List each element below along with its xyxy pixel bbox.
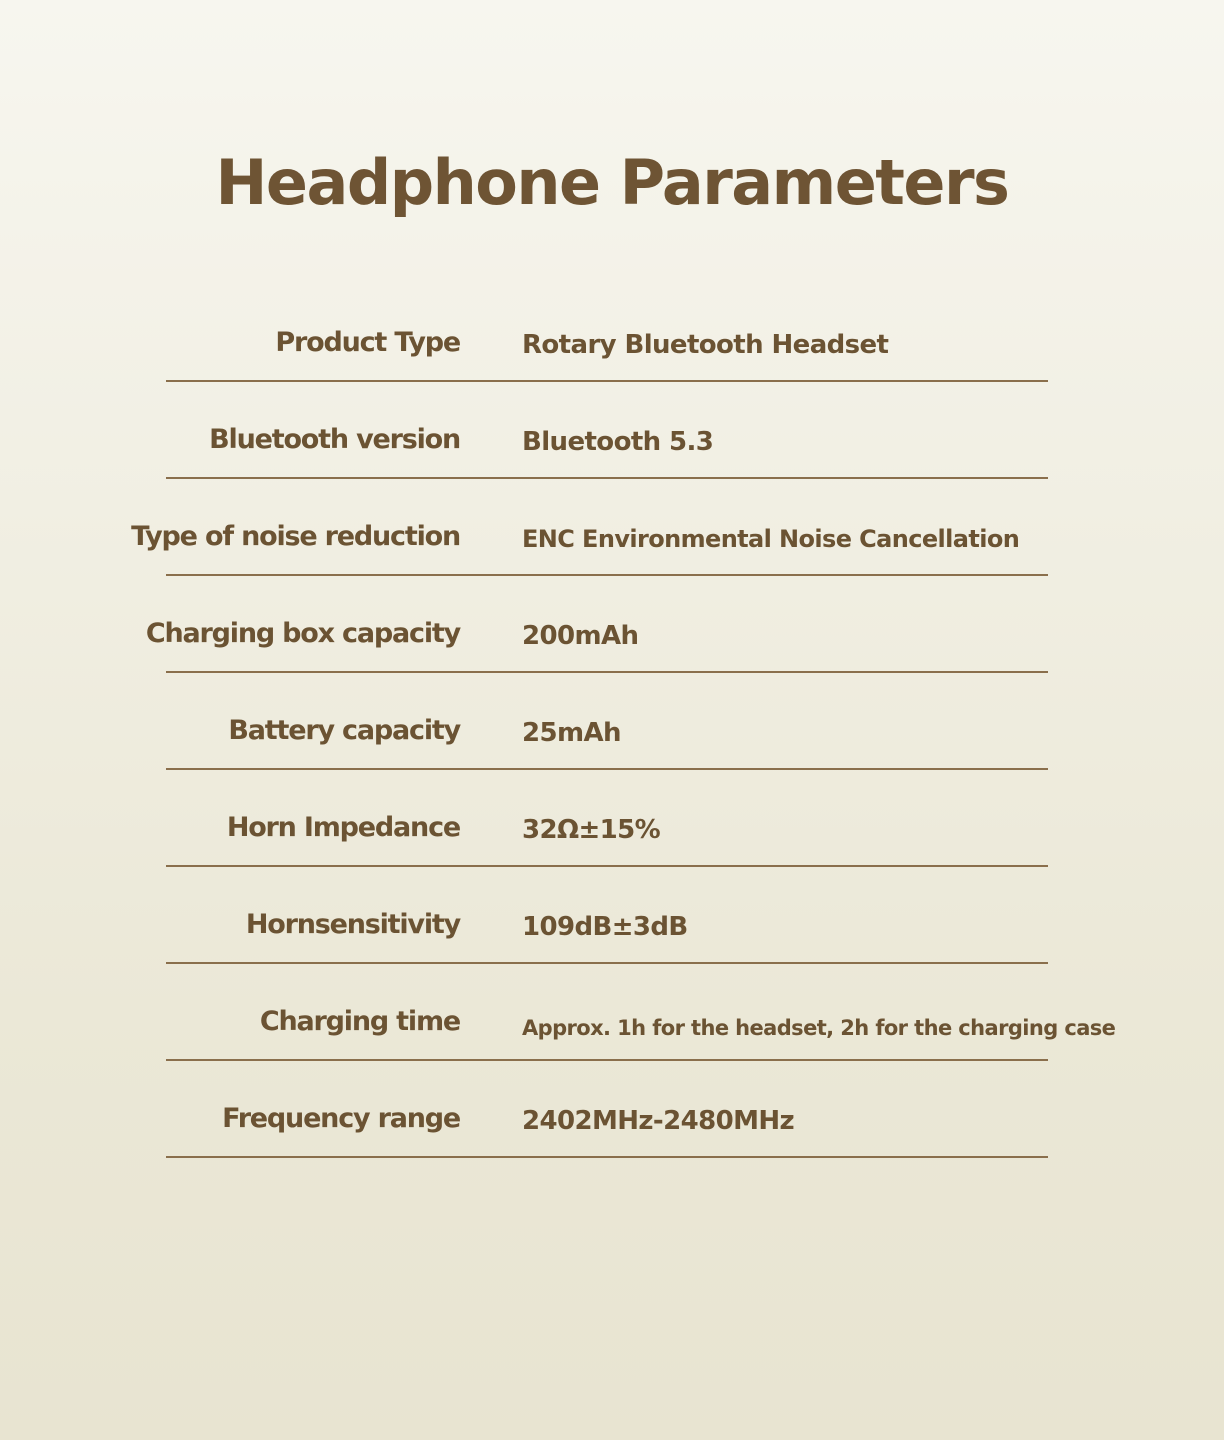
spec-row-frequency-range (0, 1081, 1224, 1178)
spec-value: 2402MHz-2480MHz (522, 1106, 795, 1136)
spec-value: Approx. 1h for the headset, 2h for the charging case (522, 1016, 1116, 1040)
row-divider (166, 1059, 1048, 1061)
spec-row-product-type (0, 305, 1224, 402)
row-divider (166, 865, 1048, 867)
spec-row-horn-impedance (0, 790, 1224, 887)
spec-label: Frequency range (222, 1103, 460, 1134)
row-divider (166, 962, 1048, 964)
spec-label: Charging time (259, 1006, 460, 1037)
spec-row-noise-reduction (0, 499, 1224, 596)
row-divider (166, 574, 1048, 576)
spec-label: Horn Impedance (226, 812, 460, 843)
spec-value: 200mAh (522, 621, 639, 651)
spec-value: ENC Environmental Noise Cancellation (522, 525, 1020, 553)
spec-value: 25mAh (522, 718, 621, 748)
row-divider (166, 477, 1048, 479)
spec-value: 32Ω±15% (522, 815, 661, 845)
spec-row-charging-time (0, 984, 1224, 1081)
spec-table (0, 305, 1224, 1178)
spec-value: 109dB±3dB (522, 912, 688, 942)
spec-value: Rotary Bluetooth Headset (522, 330, 889, 360)
row-divider (166, 671, 1048, 673)
spec-label: Battery capacity (228, 715, 460, 746)
spec-label: Charging box capacity (145, 618, 460, 649)
spec-label: Type of noise reduction (131, 521, 460, 552)
spec-label: Product Type (275, 327, 460, 358)
spec-row-charging-box-capacity (0, 596, 1224, 693)
spec-row-horn-sensitivity (0, 887, 1224, 984)
row-divider (166, 768, 1048, 770)
row-divider (166, 380, 1048, 382)
spec-label: Bluetooth version (209, 424, 460, 455)
row-divider (166, 1156, 1048, 1158)
spec-value: Bluetooth 5.3 (522, 427, 714, 457)
spec-row-battery-capacity (0, 693, 1224, 790)
page-title: Headphone Parameters (215, 146, 1009, 219)
spec-label: Hornsensitivity (245, 909, 460, 940)
spec-row-bluetooth-version (0, 402, 1224, 499)
